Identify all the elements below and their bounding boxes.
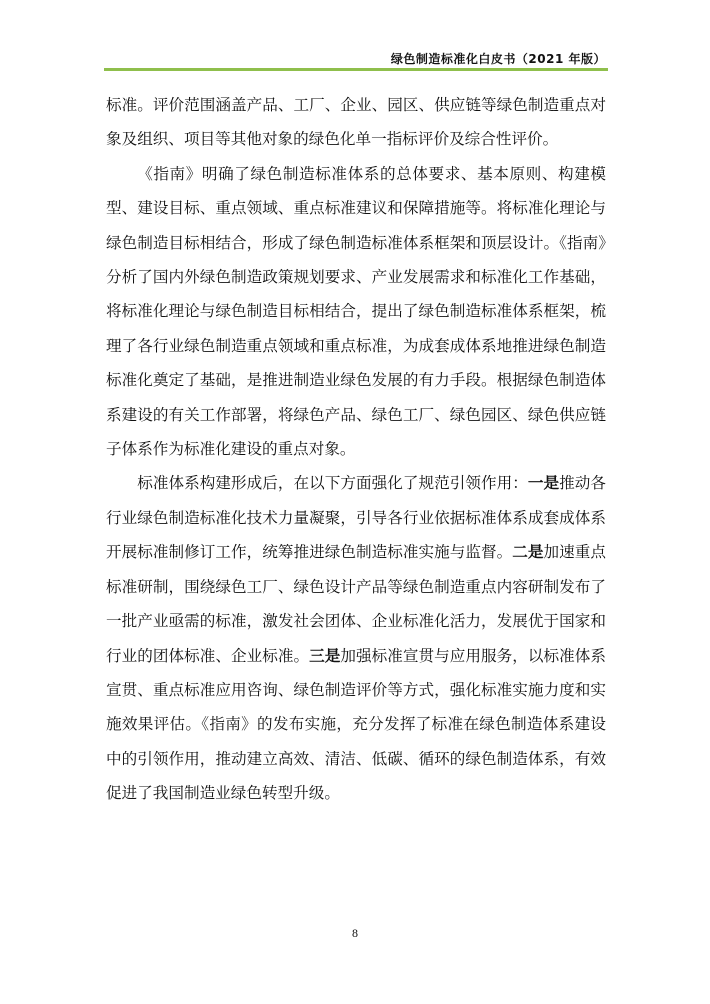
point-one-text: 推动各行业绿色制造标准化技术力量凝聚，引导各行业依据标准体系成套成体系开展标准制修订工作，统筹推进绿色制造标准实施与监督。 (106, 474, 606, 562)
point-one-label: 一是 (527, 473, 560, 493)
paragraph-guidance-roles (106, 466, 606, 810)
paragraph-guide-overview: 《指南》明确了绿色制造标准体系的总体要求、基本原则、构建模型、建设目标、重点领域、重点标准建议和保障措施等。将标准化理论与绿色制造目标相结合，形成了绿色制造标准体系框架和顶层设计。《指南》分析了国内外绿色制造政策规划要求、产业发展需求和标准化工作基础，将标准化理论与绿色制造目标相结合，提出了绿色制造标准体系框架，梳理了各行业绿色制造重点领域和重点标准，为成套成体系地推进绿色制造标准化奠定了基础，是推进制造业绿色发展的有力手段。根据绿色制造体系建设的有关工作部署，将绿色产品、绿色工厂、绿色园区、绿色供应链子体系作为标准化建设的重点对象。 (106, 164, 606, 459)
guidance-intro: 标准体系构建形成后，在以下方面强化了规范引领作用： (137, 474, 528, 493)
point-two-text: 加速重点标准研制，围绕绿色工厂、绿色设计产品等绿色制造重点内容研制发布了一批产业亟需的标准，激发社会团体、企业标准化活力，发展优于国家和行业的团体标准、企业标准。 (106, 543, 606, 665)
point-three-text: 加强标准宣贯与应用服务，以标准体系宣贯、重点标准应用咨询、绿色制造评价等方式，强化标准实施力度和实施效果评估。《指南》的发布实施，充分发挥了标准在绿色制造体系建设中的引领作用，推动建立高效、清洁、低碳、循环的绿色制造体系，有效促进了我国制造业绿色转型升级。 (106, 646, 606, 803)
point-two-label: 二是 (512, 542, 544, 562)
point-three-label: 三是 (309, 645, 341, 665)
header-title: 绿色制造标准化白皮书（2021 年版） (390, 52, 606, 66)
paragraph-continuation: 标准。评价范围涵盖产品、工厂、企业、园区、供应链等绿色制造重点对象及组织、项目等其他对象的绿色化单一指标评价及综合性评价。 (106, 96, 606, 149)
page-number: 8 (352, 926, 358, 940)
header-rule (104, 68, 608, 71)
page-body (106, 88, 606, 811)
